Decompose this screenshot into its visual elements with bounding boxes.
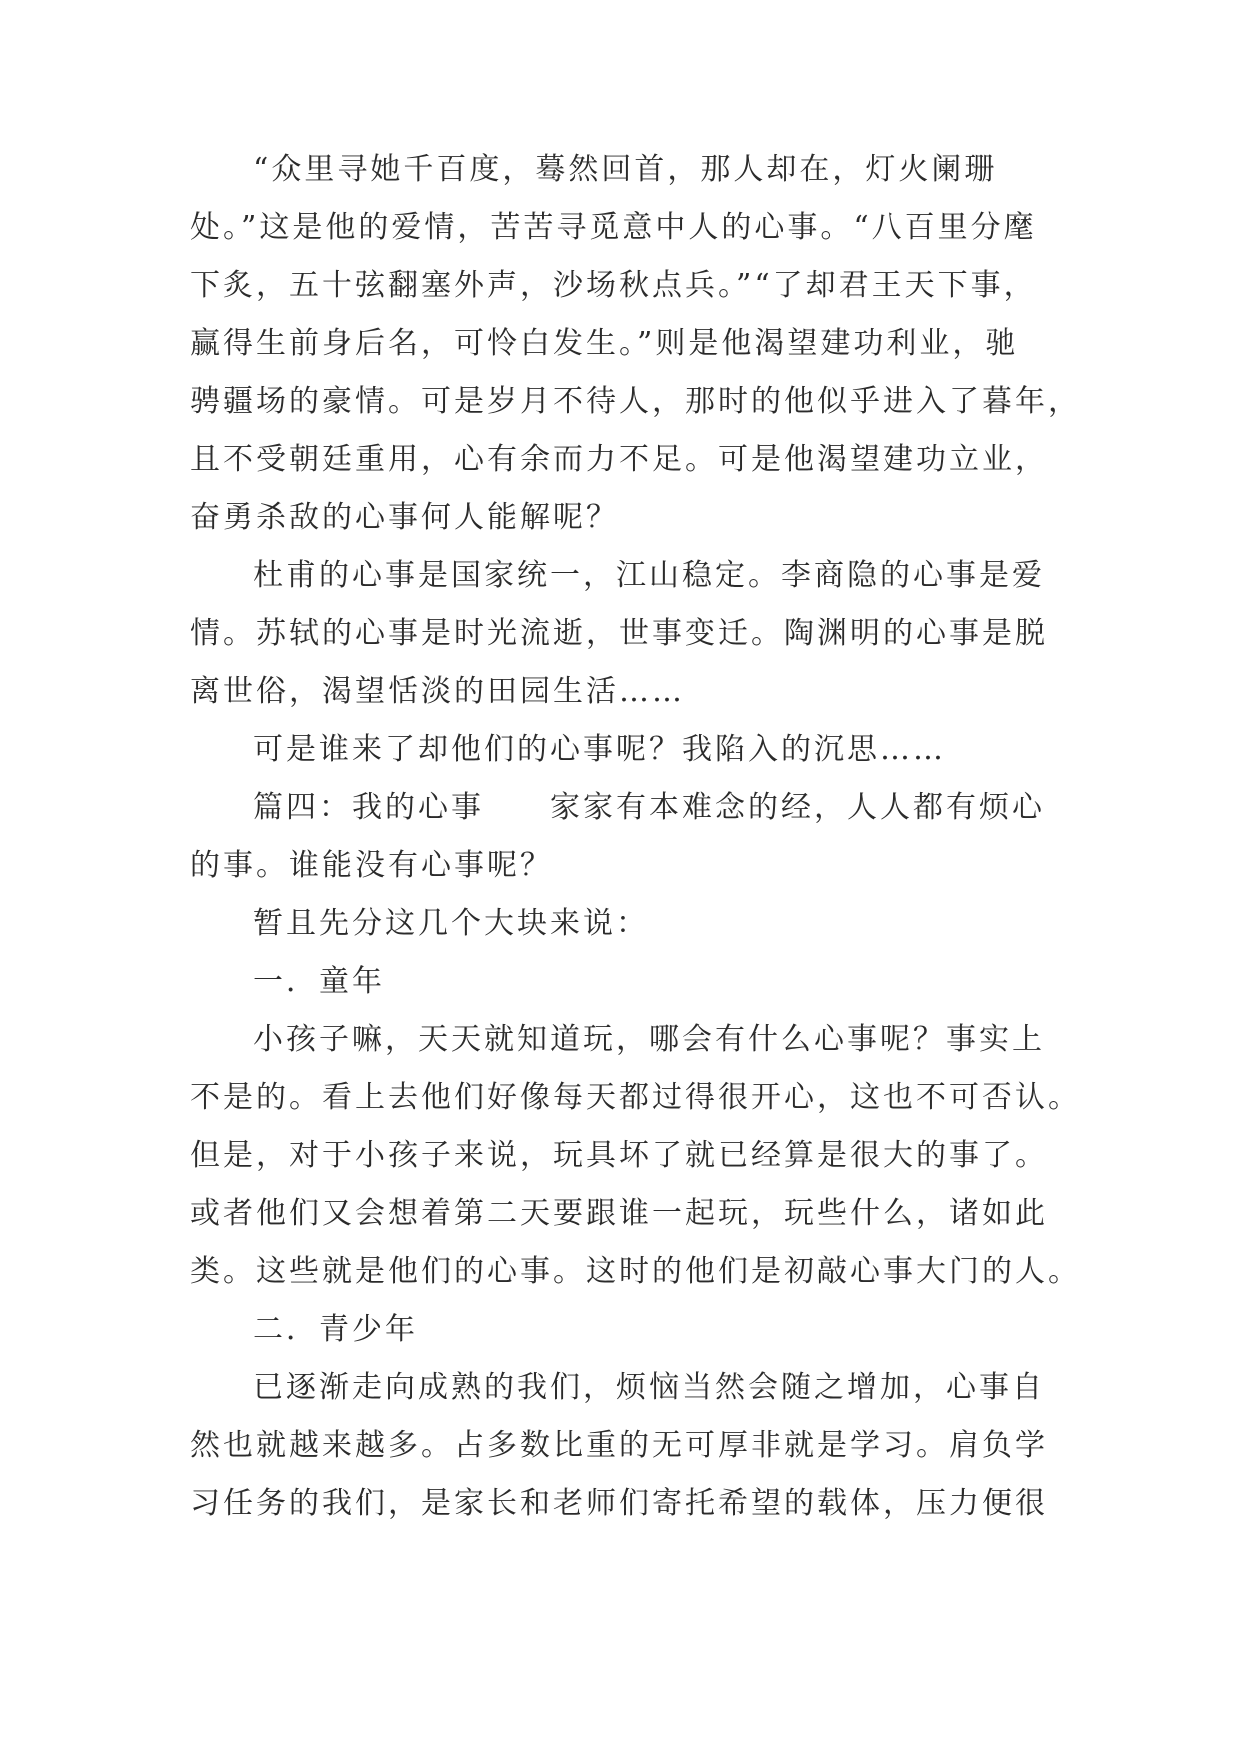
text-line: 不是的。看上去他们好像每天都过得很开心，这也不可否认。 [190,1080,1081,1115]
text-line: 篇四：我的心事 家家有本难念的经，人人都有烦心 [253,790,1045,825]
text-line: 且不受朝廷重用，心有余而力不足。可是他渴望建功立业， [190,442,1048,477]
text-line: 但是，对于小孩子来说，玩具坏了就已经算是很大的事了。 [190,1138,1048,1173]
text-line: 小孩子嘛，天天就知道玩，哪会有什么心事呢？事实上 [253,1022,1045,1057]
text-line: 已逐渐走向成熟的我们，烦恼当然会随之增加，心事自 [253,1370,1045,1405]
text-line: 赢得生前身后名，可怜白发生。”则是他渴望建功利业，驰 [190,326,1019,361]
text-line: 或者他们又会想着第二天要跟谁一起玩，玩些什么，诸如此 [190,1196,1048,1231]
text-line: 处。”这是他的爱情，苦苦寻觅意中人的心事。“八百里分麾 [190,210,1037,245]
text-line: “众里寻她千百度，蓦然回首，那人却在，灯火阑珊 [253,152,998,187]
text-line: 可是谁来了却他们的心事呢？我陷入的沉思…… [253,732,946,767]
text-line: 离世俗，渴望恬淡的田园生活…… [190,674,685,709]
text-line: 奋勇杀敌的心事何人能解呢？ [190,500,619,535]
text-line: 然也就越来越多。占多数比重的无可厚非就是学习。肩负学 [190,1428,1048,1463]
text-line: 骋疆场的豪情。可是岁月不待人，那时的他似乎进入了暮年， [190,384,1081,419]
text-line: 的事。谁能没有心事呢？ [190,848,553,883]
text-line: 情。苏轼的心事是时光流逝，世事变迁。陶渊明的心事是脱 [190,616,1048,651]
text-line: 习任务的我们，是家长和老师们寄托希望的载体，压力便很 [190,1486,1048,1521]
section-heading: 一．童年 [253,964,385,999]
section-heading: 二．青少年 [253,1312,418,1347]
text-line: 暂且先分这几个大块来说： [253,906,649,941]
text-line: 杜甫的心事是国家统一，江山稳定。李商隐的心事是爱 [253,558,1045,593]
text-line: 下炙，五十弦翻塞外声，沙场秋点兵。”“了却君王天下事， [190,268,1037,303]
text-line: 类。这些就是他们的心事。这时的他们是初敲心事大门的人。 [190,1254,1081,1289]
